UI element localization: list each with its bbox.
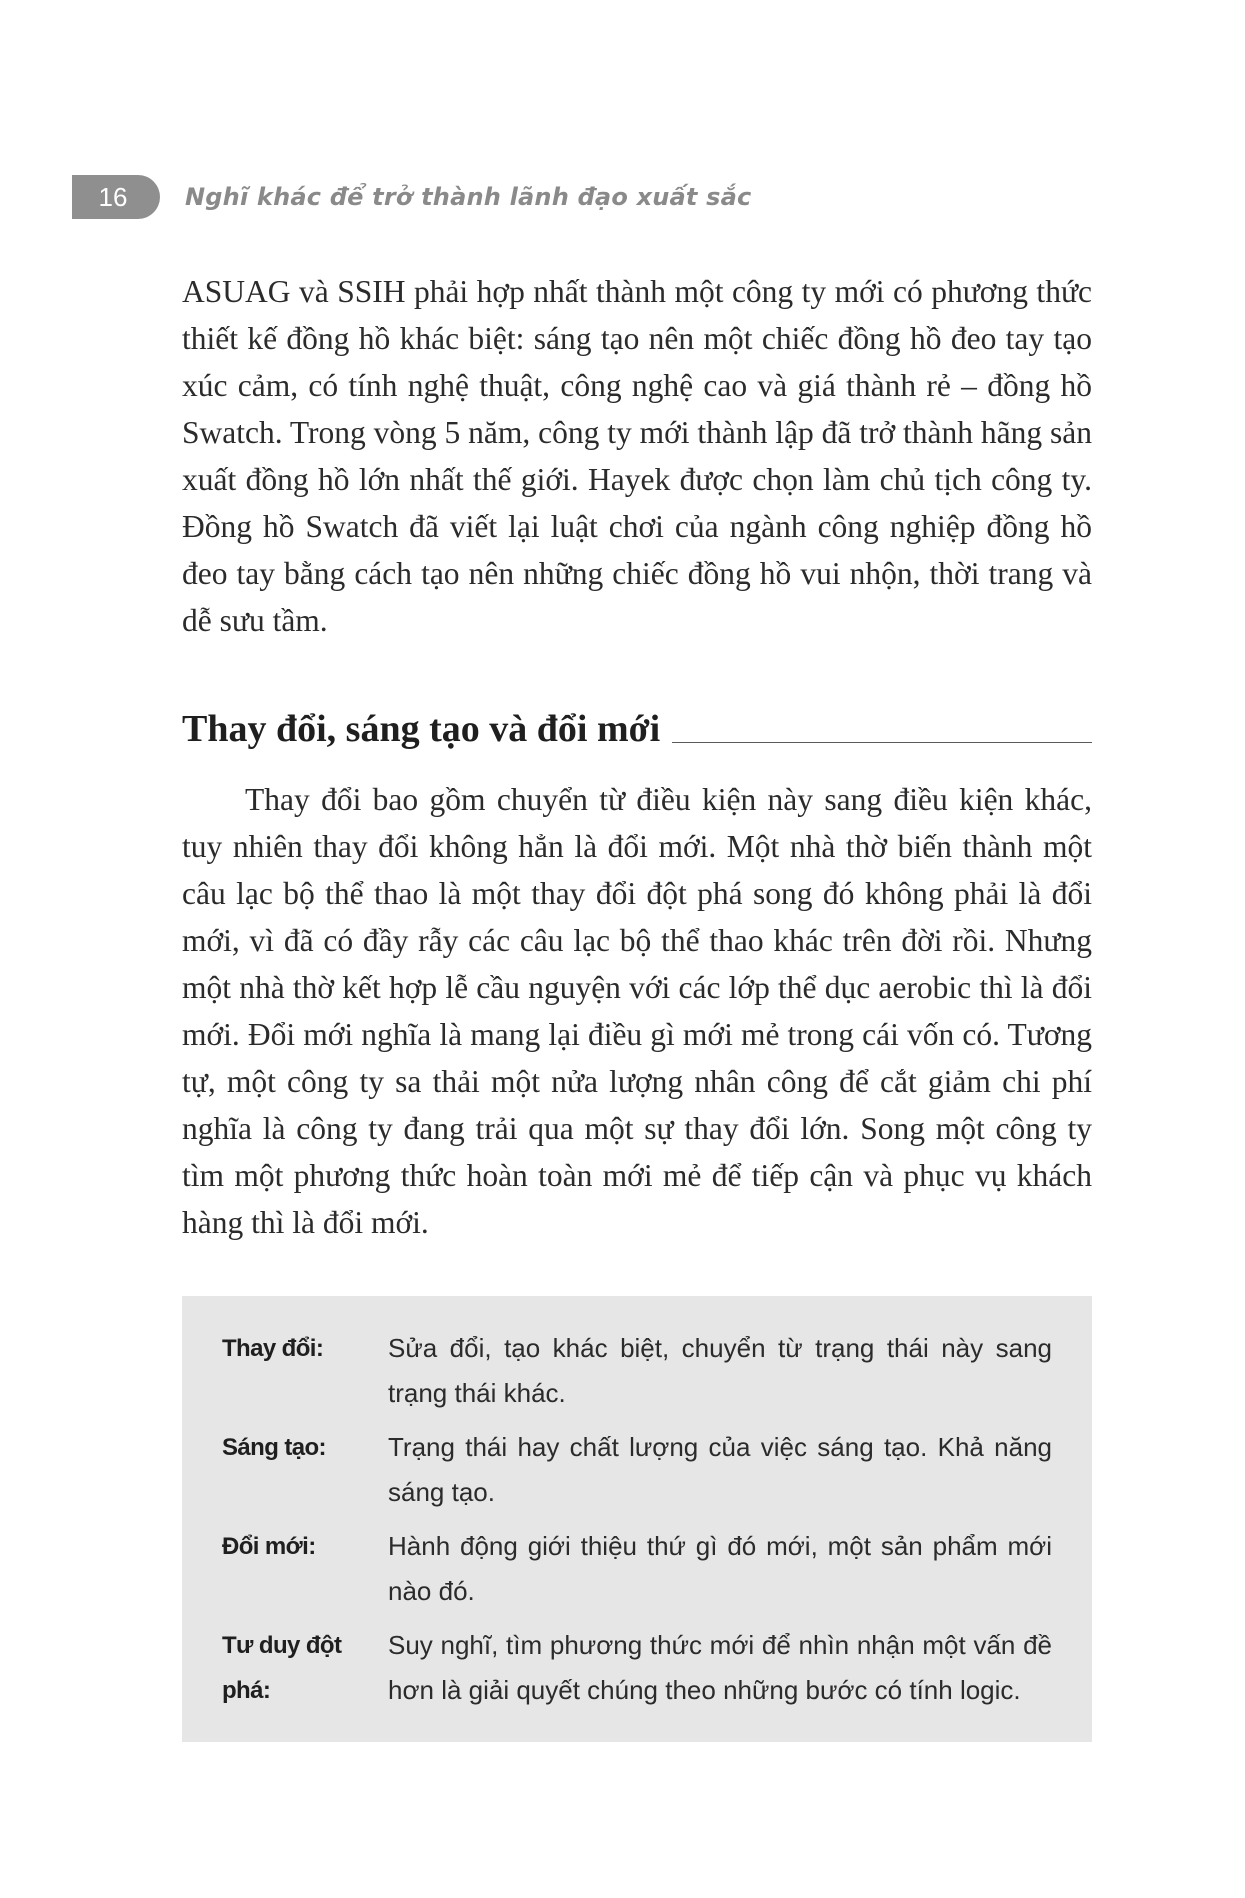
glossary-definition: Suy nghĩ, tìm phương thức mới để nhìn nhận một vấn đề hơn là giải quyết chúng theo những bước có tính logic. <box>388 1630 1052 1705</box>
glossary-row <box>222 1326 1052 1416</box>
body-paragraph: Thay đổi bao gồm chuyển từ điều kiện này sang điều kiện khác, tuy nhiên thay đổi không hẳn là đổi mới. Một nhà thờ biến thành một câu lạc bộ thể thao là một thay đổi đột phá song đó không phải là đổi mới, vì đã có đầy rẫy các câu lạc bộ thể thao khác trên đời rồi. Nhưng một nhà thờ kết hợp lễ cầu nguyện với các lớp thể dục aerobic thì là đổi mới. Đổi mới nghĩa là mang lại điều gì mới mẻ trong cái vốn có. Tương tự, một công ty sa thải một nửa lượng nhân công để cắt giảm chi phí nghĩa là công ty đang trải qua một sự thay đổi lớn. Song một công ty tìm một phương thức hoàn toàn mới mẻ để tiếp cận và phục vụ khách hàng thì là đổi mới. <box>182 782 1092 1240</box>
page-number-tab: 16 <box>72 175 160 219</box>
glossary-row <box>222 1524 1052 1614</box>
glossary-term: Thay đổi: <box>222 1335 324 1362</box>
body-paragraph: ASUAG và SSIH phải hợp nhất thành một công ty mới có phương thức thiết kế đồng hồ khác biệt: sáng tạo nên một chiếc đồng hồ đeo tay tạo xúc cảm, có tính nghệ thuật, công nghệ cao và giá thành rẻ – đồng hồ Swatch. Trong vòng 5 năm, công ty mới thành lập đã trở thành hãng sản xuất đồng hồ lớn nhất thế giới. Hayek được chọn làm chủ tịch công ty. Đồng hồ Swatch đã viết lại luật chơi của ngành công nghiệp đồng hồ đeo tay bằng cách tạo nên những chiếc đồng hồ vui nhộn, thời trang và dễ sưu tầm. <box>182 274 1092 638</box>
section-heading-text: Thay đổi, sáng tạo và đổi mới <box>182 708 661 750</box>
glossary-term: Sáng tạo: <box>222 1434 326 1461</box>
glossary-definition: Hành động giới thiệu thứ gì đó mới, một sản phẩm mới nào đó. <box>388 1531 1052 1606</box>
section-heading-rule <box>672 742 1092 743</box>
running-header <box>72 175 751 219</box>
glossary-term: Đổi mới: <box>222 1533 316 1560</box>
glossary-definition: Trạng thái hay chất lượng của việc sáng tạo. Khả năng sáng tạo. <box>388 1432 1052 1507</box>
glossary-row <box>222 1623 1052 1713</box>
glossary-row <box>222 1425 1052 1515</box>
glossary-definition: Sửa đổi, tạo khác biệt, chuyển từ trạng thái này sang trạng thái khác. <box>388 1333 1052 1408</box>
glossary-term: Tư duy đột phá: <box>222 1632 342 1704</box>
book-title: Nghĩ khác để trở thành lãnh đạo xuất sắc <box>185 183 752 211</box>
glossary-box <box>182 1296 1092 1742</box>
section-heading <box>182 705 1092 753</box>
